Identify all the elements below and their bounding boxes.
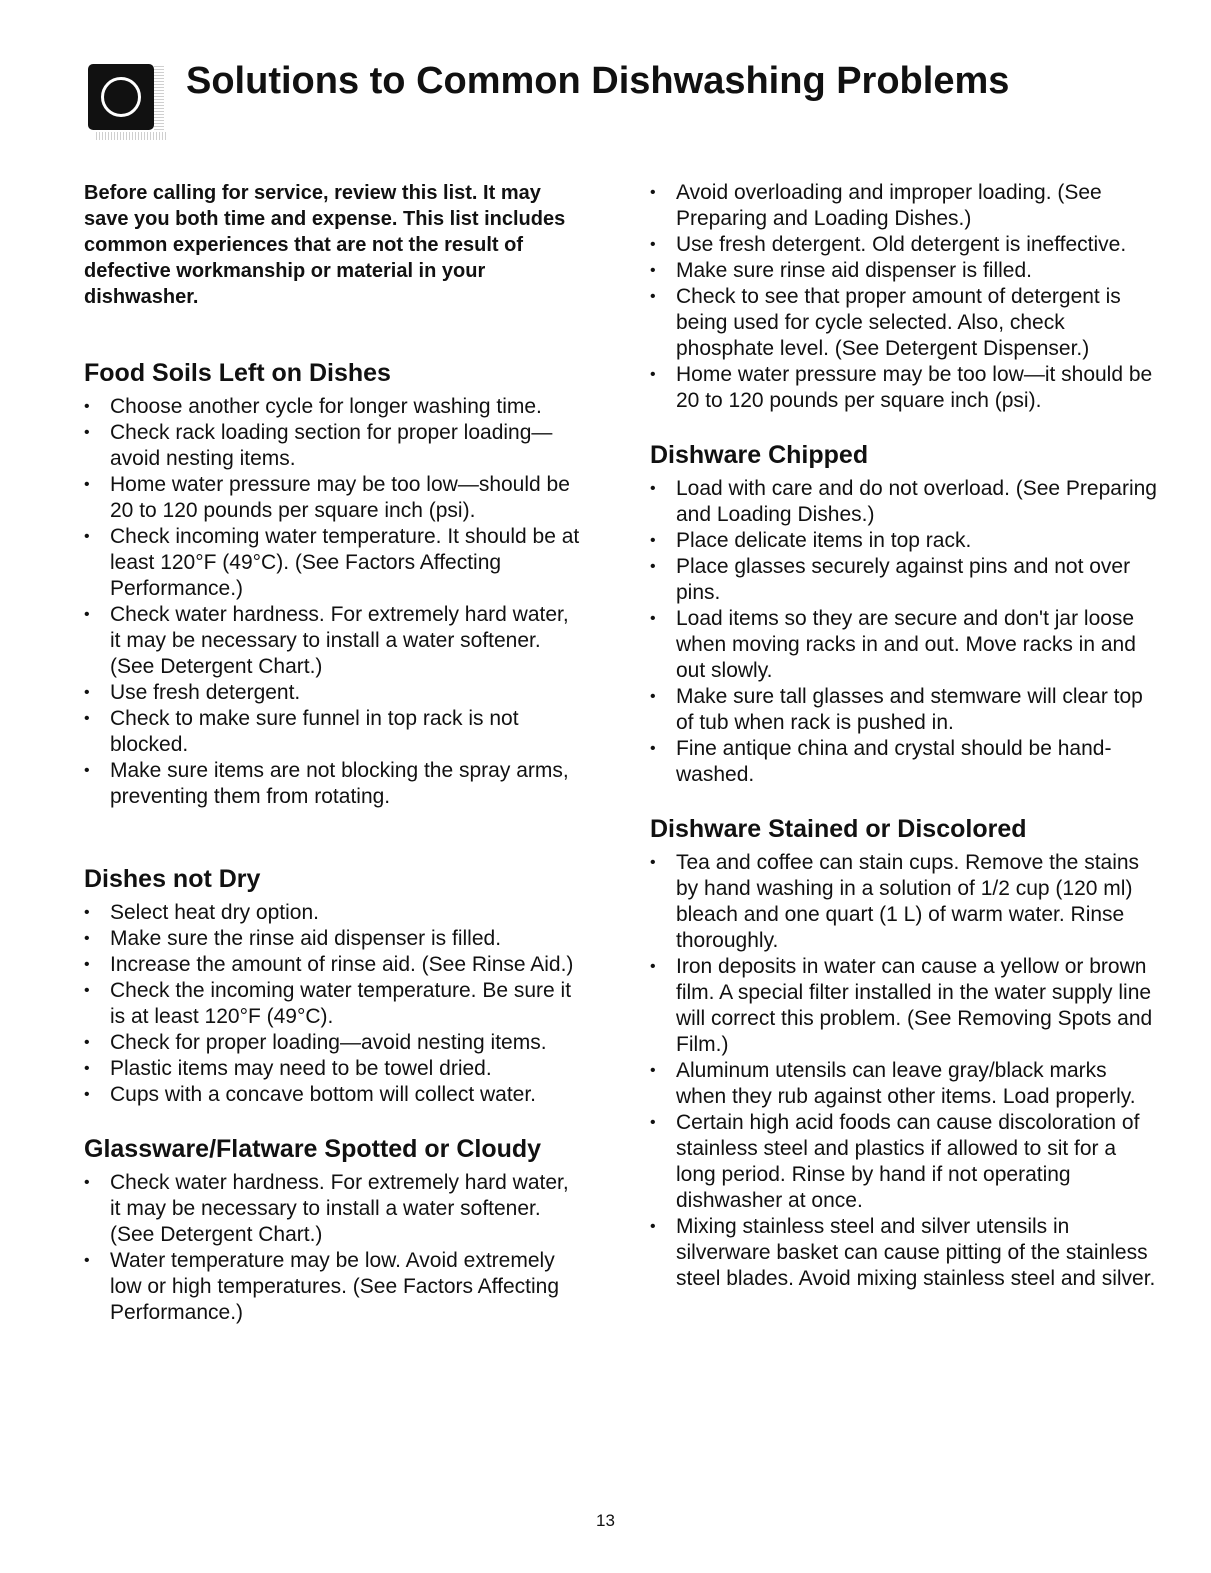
section-food-soils: [84, 356, 584, 810]
right-column: [650, 180, 1160, 1292]
list-item: • Choose another cycle for longer washing time.: [84, 394, 584, 420]
list-item: • Make sure rinse aid dispenser is filled.: [650, 258, 1160, 284]
list-item: • Home water pressure may be too low—should be 20 to 120 pounds per square inch (psi).: [84, 472, 584, 524]
list-item: • Cups with a concave bottom will collect water.: [84, 1082, 584, 1108]
bullet-list: [650, 180, 1160, 414]
bullet-list: [84, 1170, 584, 1326]
section-title: Dishware Chipped: [650, 441, 869, 469]
section-title: Dishware Stained or Discolored: [650, 815, 1027, 843]
list-item: • Load with care and do not overload. (See Preparing and Loading Dishes.): [650, 476, 1160, 528]
list-item: • Place delicate items in top rack.: [650, 528, 1160, 554]
list-item: • Plastic items may need to be towel dried.: [84, 1056, 584, 1082]
list-item: • Make sure tall glasses and stemware will clear top of tub when rack is pushed in.: [650, 684, 1160, 736]
section-title: Food Soils Left on Dishes: [84, 359, 391, 387]
list-item: • Check incoming water temperature. It should be at least 120°F (49°C). (See Factors Affecting Performance.): [84, 524, 584, 602]
list-item: • Certain high acid foods can cause discoloration of stainless steel and plastics if allowed to sit for a long period. Rinse by hand if not operating dishwasher at once.: [650, 1110, 1160, 1214]
intro-text: Before calling for service, review this list. It may save you both time and expense. This list includes common experiences that are not the result of defective workmanship or material in your dishwasher.: [84, 182, 566, 308]
section-glassware-continued: [650, 180, 1160, 414]
page-title: Solutions to Common Dishwashing Problems: [186, 60, 1010, 102]
logo-dots: [96, 132, 166, 140]
list-item: • Check the incoming water temperature. Be sure it is at least 120°F (49°C).: [84, 978, 584, 1030]
dishwasher-logo-icon: [88, 64, 154, 130]
list-item: • Home water pressure may be too low—it should be 20 to 120 pounds per square inch (psi).: [650, 362, 1160, 414]
list-item: • Select heat dry option.: [84, 900, 584, 926]
section-dishware-chipped: [650, 438, 1160, 788]
list-item: • Fine antique china and crystal should be hand-washed.: [650, 736, 1160, 788]
section-title: Dishes not Dry: [84, 865, 261, 893]
bullet-list: [84, 394, 584, 810]
list-item: • Check to see that proper amount of detergent is being used for cycle selected. Also, check phosphate level. (See Detergent Dispenser.): [650, 284, 1160, 362]
left-column: [84, 180, 584, 1326]
list-item: • Water temperature may be low. Avoid extremely low or high temperatures. (See Factors Affecting Performance.): [84, 1248, 584, 1326]
list-item: • Check water hardness. For extremely hard water, it may be necessary to install a water softener. (See Detergent Chart.): [84, 1170, 584, 1248]
logo-stripes: [154, 64, 164, 130]
page-header: [88, 56, 1188, 146]
bullet-list: [650, 476, 1160, 788]
list-item: • Check for proper loading—avoid nesting items.: [84, 1030, 584, 1056]
list-item: • Make sure the rinse aid dispenser is filled.: [84, 926, 584, 952]
list-item: • Check water hardness. For extremely hard water, it may be necessary to install a water softener. (See Detergent Chart.): [84, 602, 584, 680]
section-glassware-spotted: [84, 1132, 584, 1326]
section-dishware-stained: [650, 812, 1160, 1292]
list-item: • Check rack loading section for proper loading—avoid nesting items.: [84, 420, 584, 472]
logo-circle: [101, 77, 141, 117]
list-item: • Load items so they are secure and don't jar loose when moving racks in and out. Move racks in and out slowly.: [650, 606, 1160, 684]
page-number: 13: [596, 1511, 615, 1530]
list-item: • Use fresh detergent. Old detergent is ineffective.: [650, 232, 1160, 258]
list-item: • Avoid overloading and improper loading. (See Preparing and Loading Dishes.): [650, 180, 1160, 232]
list-item: • Iron deposits in water can cause a yellow or brown film. A special filter installed in the water supply line will correct this problem. (See Removing Spots and Film.): [650, 954, 1160, 1058]
bullet-list: [84, 900, 584, 1108]
section-dishes-not-dry: [84, 862, 584, 1108]
section-title: Glassware/Flatware Spotted or Cloudy: [84, 1135, 542, 1163]
bullet-list: [650, 850, 1160, 1292]
list-item: • Tea and coffee can stain cups. Remove the stains by hand washing in a solution of 1/2 cup (120 ml) bleach and one quart (1 L) of warm water. Rinse thoroughly.: [650, 850, 1160, 954]
list-item: • Make sure items are not blocking the spray arms, preventing them from rotating.: [84, 758, 584, 810]
list-item: • Check to make sure funnel in top rack is not blocked.: [84, 706, 584, 758]
list-item: • Place glasses securely against pins and not over pins.: [650, 554, 1160, 606]
list-item: • Aluminum utensils can leave gray/black marks when they rub against other items. Load properly.: [650, 1058, 1160, 1110]
list-item: • Use fresh detergent.: [84, 680, 584, 706]
list-item: • Mixing stainless steel and silver utensils in silverware basket can cause pitting of the stainless steel blades. Avoid mixing stainless steel and silver.: [650, 1214, 1160, 1292]
list-item: • Increase the amount of rinse aid. (See Rinse Aid.): [84, 952, 584, 978]
